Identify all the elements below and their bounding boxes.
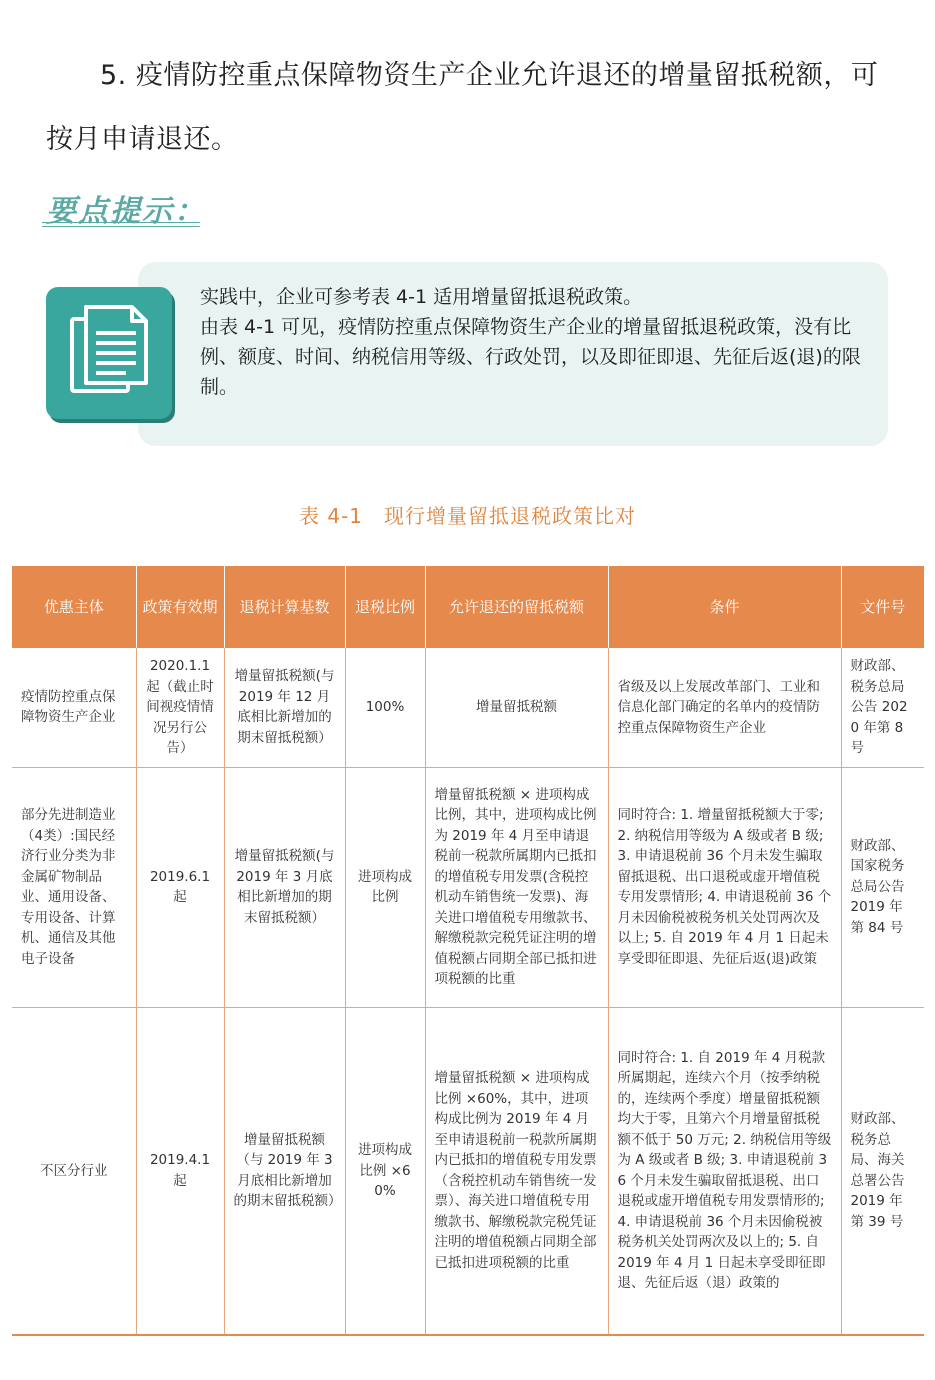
table-header-row: [12, 566, 924, 648]
cell-subject: 不区分行业: [12, 1007, 136, 1335]
cell-amount: 增量留抵税额 × 进项构成比例，其中，进项构成比例为 2019 年 4 月至申请退税前一税款所属期内已抵扣的增值税专用发票(含税控机动车销售统一发票)、海关进口增值税专用缴款书、解缴税款完税凭证注明的增值税额占同期全部已抵扣进项税额的比重: [425, 767, 608, 1007]
tips-line-1: 实践中，企业可参考表 4-1 适用增量留抵退税政策。: [200, 286, 643, 308]
table-row: [12, 1007, 924, 1335]
header-amount: 允许退还的留抵税额: [425, 566, 608, 648]
table-row: [12, 648, 924, 767]
cell-doc: 财政部、国家税务总局公告 2019 年第 84 号: [841, 767, 924, 1007]
table-row: [12, 767, 924, 1007]
cell-period: 2019.6.1 起: [136, 767, 224, 1007]
tips-underline: [42, 222, 200, 227]
cell-subject: 疫情防控重点保障物资生产企业: [12, 648, 136, 767]
paragraph-line-1: 5. 疫情防控重点保障物资生产企业允许退还的增量留抵税额，可: [100, 60, 879, 91]
cell-subject: 部分先进制造业（4类）:国民经济行业分类为非金属矿物制品业、通用设备、专用设备、计算机、通信及其他电子设备: [12, 767, 136, 1007]
cell-amount: 增量留抵税额: [425, 648, 608, 767]
cell-base: 增量留抵税额(与 2019 年 3 月底相比新增加的期末留抵税额）: [224, 767, 345, 1007]
header-period: 政策有效期: [136, 566, 224, 648]
cell-period: 2019.4.1 起: [136, 1007, 224, 1335]
header-doc: 文件号: [841, 566, 924, 648]
main-paragraph: [46, 44, 896, 172]
cell-conditions: 省级及以上发展改革部门、工业和信息化部门确定的名单内的疫情防控重点保障物资生产企业: [608, 648, 841, 767]
tips-note-text: [200, 282, 872, 402]
tips-title: 要点提示：: [46, 194, 206, 229]
cell-doc: 财政部、税务总局公告 2020 年第 8 号: [841, 648, 924, 767]
header-conditions: 条件: [608, 566, 841, 648]
cell-ratio: 进项构成比例: [345, 767, 425, 1007]
cell-ratio: 进项构成比例 ×60%: [345, 1007, 425, 1335]
cell-doc: 财政部、税务总局、海关总署公告 2019 年第 39 号: [841, 1007, 924, 1335]
cell-period: 2020.1.1 起（截止时间视疫情情况另行公告）: [136, 648, 224, 767]
header-base: 退税计算基数: [224, 566, 345, 648]
table-title: 表 4-1 现行增量留抵退税政策比对: [298, 504, 637, 528]
tips-line-2: 由表 4-1 可见，疫情防控重点保障物资生产企业的增量留抵退税政策，没有比例、额度、时间、纳税信用等级、行政处罚，以及即征即退、先征后返(退)的限制。: [200, 316, 861, 398]
cell-ratio: 100%: [345, 648, 425, 767]
cell-conditions: 同时符合: 1. 增量留抵税额大于零; 2. 纳税信用等级为 A 级或者 B 级; 3. 申请退税前 36 个月未发生骗取留抵退税、出口退税或虚开增值税专用发票情形; 4. 申请退税前 36 个月未因偷税被税务机关处罚两次及以上; 5. 自 2019 年 4 月 1 日起未享受即征即退、先征后返(退)政策: [608, 767, 841, 1007]
cell-conditions: 同时符合: 1. 自 2019 年 4 月税款所属期起，连续六个月（按季纳税的，连续两个季度）增量留抵税额均大于零，且第六个月增量留抵税额不低于 50 万元; 2. 纳税信用等级为 A 级或者 B 级; 3. 申请退税前 36 个月未发生骗取留抵退税、出口退税或虚开增值税专用发票情形的; 4. 申请退税前 36 个月未因偷税被税务机关处罚两次及以上的; 5. 自 2019 年 4 月 1 日起未享受即征即退、先征后返（退）政策的: [608, 1007, 841, 1335]
cell-base: 增量留抵税额（与 2019 年 3 月底相比新增加的期末留抵税额）: [224, 1007, 345, 1335]
cell-base: 增量留抵税额(与 2019 年 12 月底相比新增加的期末留抵税额）: [224, 648, 345, 767]
document-icon: [46, 287, 172, 419]
cell-amount: 增量留抵税额 × 进项构成比例 ×60%，其中，进项构成比例为 2019 年 4 月至申请退税前一税款所属期内已抵扣的增值税专用发票（含税控机动车销售统一发票）、海关进口增值税专用缴款书、解缴税款完税凭证注明的增值税额占同期全部已抵扣进项税额的比重: [425, 1007, 608, 1335]
header-subject: 优惠主体: [12, 566, 136, 648]
policy-comparison-table: [12, 566, 924, 1336]
paragraph-line-2: 按月申请退还。: [46, 124, 239, 155]
header-ratio: 退税比例: [345, 566, 425, 648]
